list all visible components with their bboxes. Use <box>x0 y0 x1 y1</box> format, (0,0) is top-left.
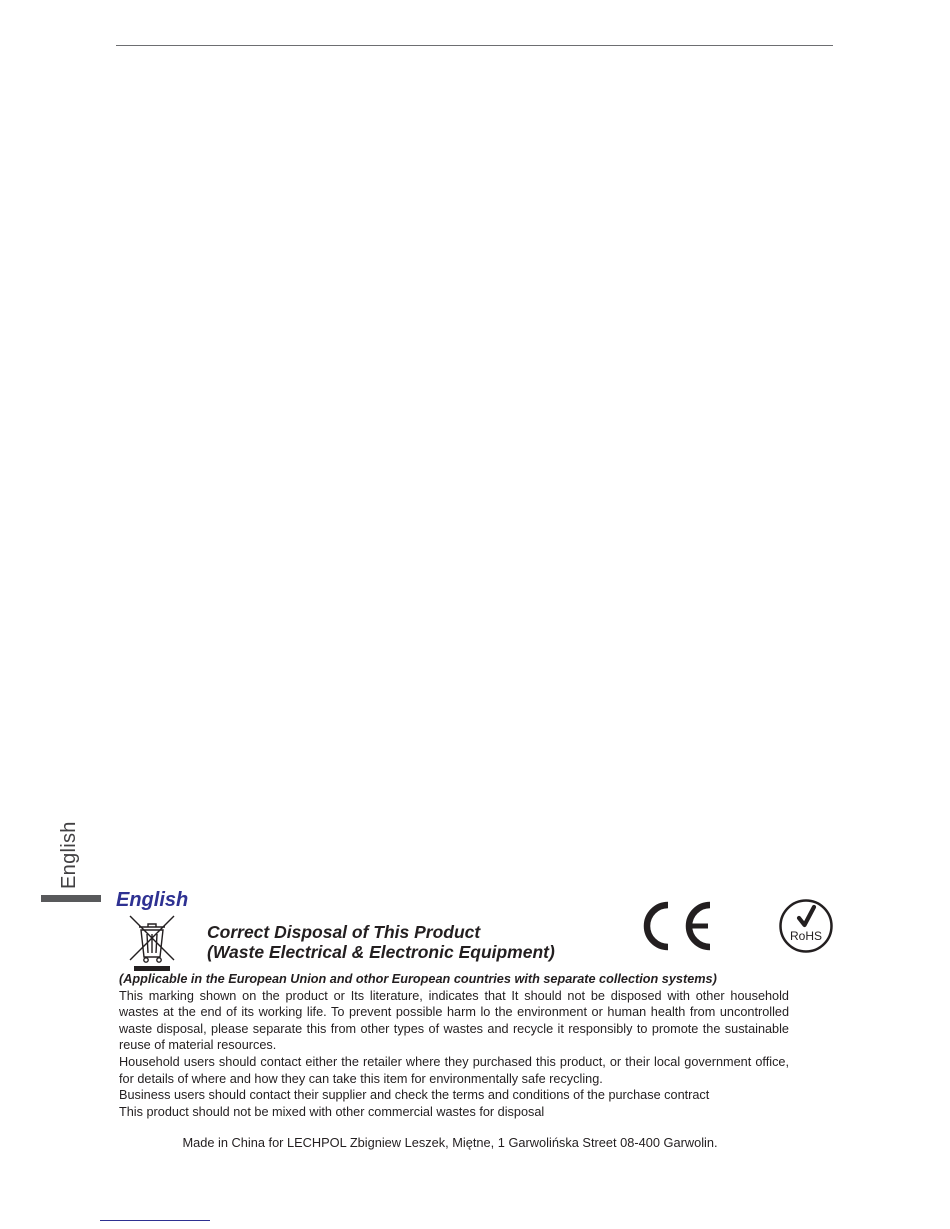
rohs-text: RoHS <box>789 929 823 943</box>
ce-mark-icon <box>640 900 715 952</box>
paragraph-commercial: This product should not be mixed with other commercial wastes for disposal <box>119 1104 545 1119</box>
disposal-body <box>119 971 789 1120</box>
footer-rule <box>100 1220 210 1221</box>
disposal-title-line1: Correct Disposal of This Product <box>207 922 481 942</box>
paragraph-marking: This marking shown on the product or Its literature, indicates that It should not be disposed with other household wastes at the end of its working life. To prevent possible harm lo the environment or human health from uncontrolled waste disposal, please separate this from other types of wastes and recycle it responsibly to promote the sustainable reuse of material resources. <box>119 988 789 1053</box>
manufacturer-note: Made in China for LECHPOL Zbigniew Leszek, Miętne, 1 Garwolińska Street 08-400 Garwolin. <box>182 1135 718 1150</box>
paragraph-business: Business users should contact their supplier and check the terms and conditions of the purchase contract <box>119 1088 710 1103</box>
disposal-title-line2: (Waste Electrical & Electronic Equipment) <box>207 942 555 962</box>
side-tab-language-label: English <box>58 821 80 889</box>
rohs-compliance-icon <box>778 898 834 954</box>
language-heading: English <box>116 889 189 911</box>
disposal-title <box>207 922 555 962</box>
paragraph-household: Household users should contact either the retailer where they purchased this product, or their local government office, for details of where and how they can take this item for environmentally safe recycling. <box>119 1054 789 1086</box>
side-tab-bar <box>41 895 101 902</box>
scope-note: (Applicable in the European Union and othor European countries with separate collection systems) <box>119 972 717 986</box>
crossed-out-wheelie-bin-icon <box>126 914 178 974</box>
header-rule <box>116 45 833 46</box>
